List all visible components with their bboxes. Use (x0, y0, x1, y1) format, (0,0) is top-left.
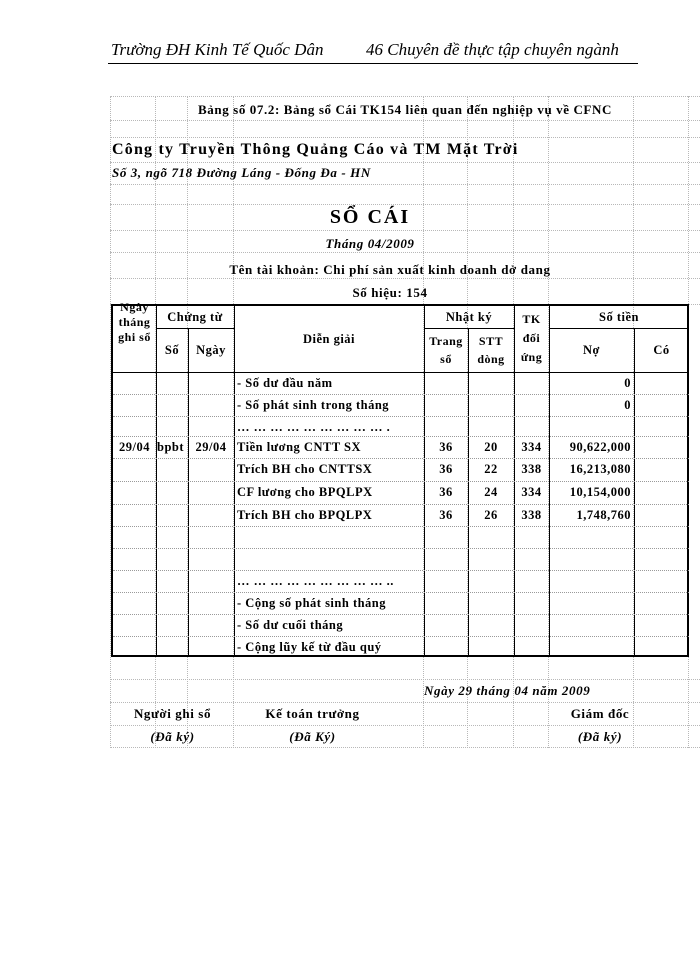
table-caption: Bảng số 07.2: Bảng sổ Cái TK154 liên quan đến nghiệp vụ về CFNC (198, 102, 612, 117)
cell-debit: 10,154,000 (569, 485, 631, 499)
col-header-journal: Nhật ký (445, 310, 493, 324)
col-header-amount: Số tiền (599, 310, 639, 324)
ledger-table (111, 300, 689, 657)
cell-contra-account: 334 (521, 485, 542, 499)
cell-journal-line: 20 (484, 440, 498, 454)
cell-description: - Số dư đầu năm (237, 376, 333, 390)
cell-journal-line: 24 (484, 485, 498, 499)
col-header-voucher-no: Số (164, 343, 180, 357)
cell-description: Trích BH cho BPQLPX (237, 508, 373, 522)
cell-journal-page: 36 (439, 462, 453, 476)
ledger-period: Tháng 04/2009 (325, 236, 415, 251)
cell-debit: 90,622,000 (569, 440, 631, 454)
cell-description: - Số dư cuối tháng (237, 618, 344, 632)
cell-voucher-no: bpbt (157, 440, 185, 454)
cell-journal-page: 36 (439, 508, 453, 522)
cell-description: … … … … … … … … … .. (237, 574, 394, 588)
col-header-contra: TK đối ứng (520, 312, 543, 364)
cell-description: … … … … … … … … … . (237, 420, 391, 434)
recorder-label: Người ghi sổ (133, 706, 212, 721)
col-header-journal-page: Trang sổ (429, 334, 463, 366)
account-name: Tên tài khoản: Chi phí sản xuất kinh doanh dở dang (229, 262, 551, 277)
cell-description: - Cộng lũy kế từ đầu quý (237, 640, 382, 654)
col-header-voucher-date: Ngày (196, 343, 226, 357)
cell-debit: 1,748,760 (576, 508, 631, 522)
chief-accountant-label: Kế toán trưởng (265, 706, 360, 721)
cell-debit: 0 (624, 398, 631, 412)
cell-description: - Số phát sinh trong tháng (237, 398, 390, 412)
cell-description: Trích BH cho CNTTSX (237, 462, 373, 476)
cell-journal-line: 26 (484, 508, 498, 522)
page-header (108, 38, 638, 64)
col-header-credit: Có (653, 343, 670, 357)
cell-journal-page: 36 (439, 485, 453, 499)
school-name: Trường ĐH Kinh Tế Quốc Dân (111, 40, 324, 59)
cell-contra-account: 338 (521, 462, 542, 476)
cell-debit: 0 (624, 376, 631, 390)
cell-voucher-date: 29/04 (195, 440, 227, 454)
company-address: Số 3, ngõ 718 Đường Láng - Đống Đa - HN (112, 165, 371, 180)
signing-date: Ngày 29 tháng 04 năm 2009 (424, 683, 591, 698)
col-header-voucher: Chứng từ (167, 310, 223, 324)
director-signature: (Đã ký) (577, 729, 623, 744)
cell-debit: 16,213,080 (569, 462, 631, 476)
account-code: Số hiệu: 154 (352, 285, 428, 300)
director-label: Giám đốc (570, 706, 630, 721)
cell-journal-page: 36 (439, 440, 453, 454)
cell-date: 29/04 (119, 440, 150, 454)
col-header-debit: Nợ (583, 343, 600, 357)
cell-description: Tiền lương CNTT SX (237, 440, 362, 454)
cell-description: CF lương cho BPQLPX (237, 485, 373, 499)
col-header-journal-line: STT dòng (477, 334, 505, 366)
cell-contra-account: 334 (521, 440, 542, 454)
cell-description: - Cộng số phát sinh tháng (237, 596, 387, 610)
cell-journal-line: 22 (484, 462, 498, 476)
page-info: 46 Chuyên đề thực tập chuyên ngành (366, 40, 619, 59)
col-header-date: Ngày tháng ghi sổ (118, 300, 151, 344)
cell-contra-account: 338 (521, 508, 542, 522)
chief-accountant-signature: (Đã Ký) (289, 729, 336, 744)
recorder-signature: (Đã ký) (150, 729, 195, 744)
company-name: Công ty Truyền Thông Quảng Cáo và TM Mặt Trời (112, 141, 519, 158)
ledger-title: SỔ CÁI (329, 206, 411, 228)
col-header-description: Diễn giải (302, 332, 356, 346)
